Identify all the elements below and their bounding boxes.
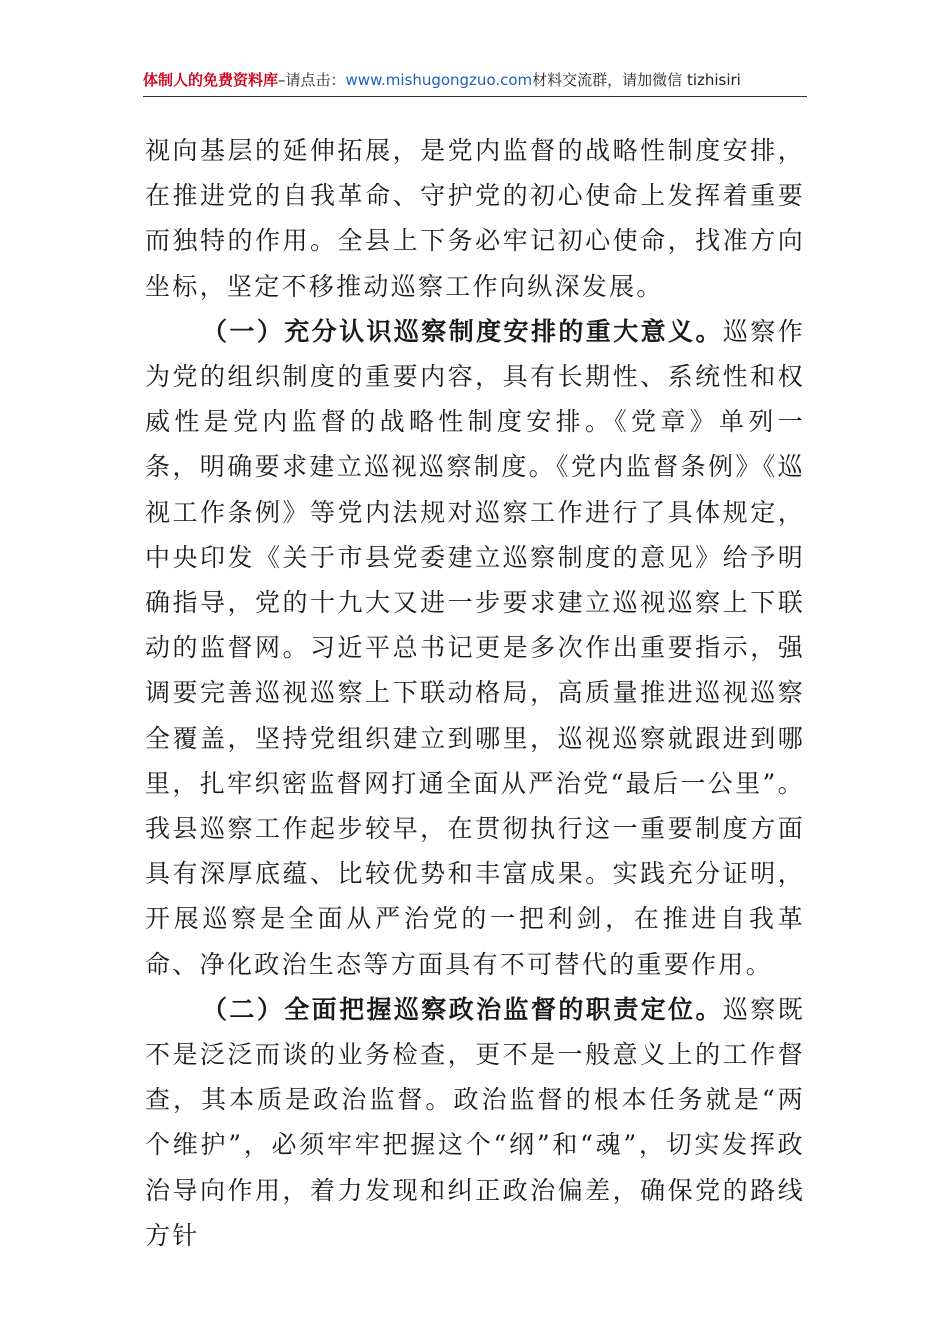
header-contact: 材料交流群，请加微信 tizhisiri <box>532 71 741 89</box>
paragraph-continuation <box>145 128 805 309</box>
paragraph-text: 巡察既不是泛泛而谈的业务检查，更不是一般意义上的工作督查，其本质是政治监督。政治监督的根本任务就是“两个维护”，必须牢牢把握这个“纲”和“魂”，切实发挥政治导向作用，着力发现和纠正政治偏差，确保党的路线方针 <box>145 994 806 1250</box>
section-heading: （二）全面把握巡察政治监督的职责定位。 <box>202 994 723 1024</box>
paragraph-text: 视向基层的延伸拓展，是党内监督的战略性制度安排，在推进党的自我革命、守护党的初心使命上发挥着重要而独特的作用。全县上下务必牢记初心使命，找准方向坐标，坚定不移推动巡察工作向纵深发展。 <box>145 136 805 301</box>
paragraph-section-2 <box>145 987 805 1258</box>
paragraph-text: 巡察作为党的组织制度的重要内容，具有长期性、系统性和权威性是党内监督的战略性制度安排。《党章》单列一条，明确要求建立巡视巡察制度。《党内监督条例》《巡视工作条例》等党内法规对巡察工作进行了具体规定，中央印发《关于市县党委建立巡察制度的意见》给予明确指导，党的十九大又进一步要求建立巡视巡察上下联动的监督网。习近平总书记更是多次作出重要指示，强调要完善巡视巡察上下联动格局，高质量推进巡视巡察全覆盖，坚持党组织建立到哪里，巡视巡察就跟进到哪里，扎牢织密监督网打通全面从严治党“最后一公里”。我县巡察工作起步较早，在贯彻执行这一重要制度方面具有深厚底蕴、比较优势和丰富成果。实践充分证明，开展巡察是全面从严治党的一把利剑，在推进自我革命、净化政治生态等方面具有不可替代的重要作用。 <box>145 316 806 979</box>
section-heading: （一）充分认识巡察制度安排的重大意义。 <box>202 316 723 346</box>
header-url-link[interactable]: www.mishugongzuo.com <box>345 71 533 89</box>
header-prompt: –请点击： <box>278 71 346 89</box>
paragraph-section-1 <box>145 309 805 987</box>
header-brand[interactable]: 体制人的免费资料库 <box>143 71 279 89</box>
document-body <box>145 128 805 1258</box>
page-header <box>143 66 807 97</box>
